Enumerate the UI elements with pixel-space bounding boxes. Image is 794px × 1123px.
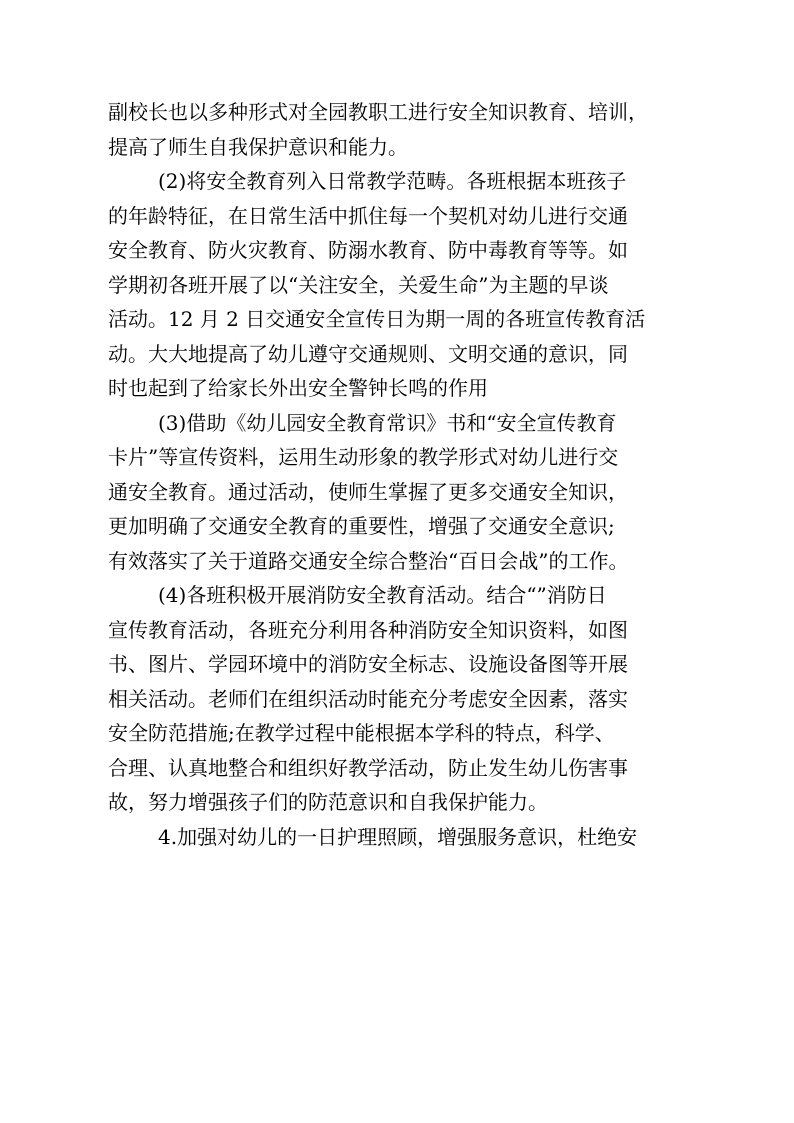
text-line: 的年龄特征，在日常生活中抓住每一个契机对幼儿进行交通 [108,203,628,228]
text-line: 通安全教育。通过活动，使师生掌握了更多交通安全知识， [108,479,628,504]
text-line: 安全教育、防火灾教育、防溺水教育、防中毒教育等等。如 [108,238,628,262]
text-line: 时也起到了给家长外出安全警钟长鸣的作用 [108,376,488,400]
text-line: 提高了师生自我保护意识和能力。 [108,134,408,159]
text-line: 宣传教育活动，各班充分利用各种消防安全知识资料，如图 [108,617,628,642]
text-line: 合理、认真地整合和组织好教学活动，防止发生幼儿伤害事 [108,755,628,780]
text-line: 故，努力增强孩子们的防范意识和自我保护能力。 [108,790,548,814]
text-line: 动。大大地提高了幼儿遵守交通规则、文明交通的意识，同 [108,341,628,366]
paragraph-first-line: (2)将安全教育列入日常教学范畴。各班根据本班孩子 [158,169,627,193]
text-line: 副校长也以多种形式对全园教职工进行安全知识教育、培训， [108,100,648,124]
document-body [108,95,698,854]
text-line: 书、图片、学园环境中的消防安全标志、设施设备图等开展 [108,652,628,676]
text-line: 安全防范措施;在教学过程中能根据本学科的特点，科学、 [108,721,615,745]
text-line: 有效落实了关于道路交通安全综合整治“百日会战”的工作。 [108,548,629,573]
text-line: 卡片”等宣传资料，运用生动形象的教学形式对幼儿进行交 [108,445,619,469]
text-line: 相关活动。老师们在组织活动时能充分考虑安全因素，落实 [108,686,628,711]
paragraph-first-line: (3)借助《幼儿园安全教育常识》书和“安全宣传教育 [158,410,617,435]
paragraph-first-line: 4.加强对幼儿的一日护理照顾，增强服务意识，杜绝安 [158,824,638,849]
text-line: 活动。12 月 2 日交通安全宣传日为期一周的各班宣传教育活 [108,307,646,331]
paragraph-first-line: (4)各班积极开展消防安全教育活动。结合“”消防日 [158,583,607,607]
text-line: 更加明确了交通安全教育的重要性，增强了交通安全意识; [108,514,615,538]
text-line: 学期初各班开展了以“关注安全，关爱生命”为主题的早谈 [108,272,609,297]
